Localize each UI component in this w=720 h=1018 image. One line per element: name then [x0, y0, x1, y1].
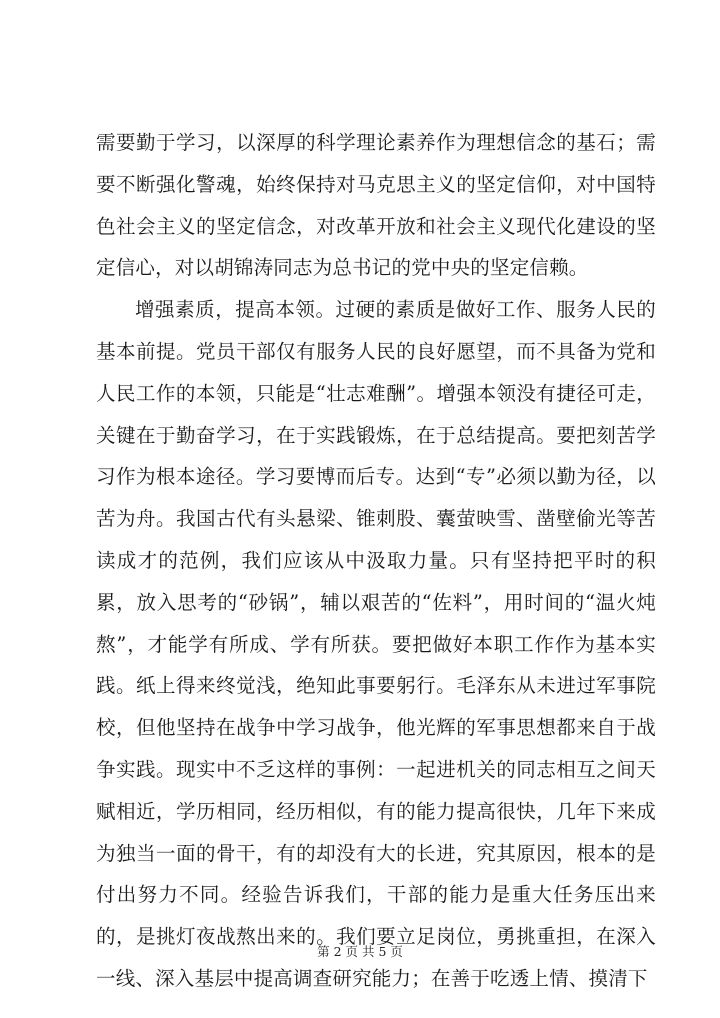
document-body — [96, 122, 656, 1000]
page-number-footer: 第 2 页 共 5 页 — [317, 944, 403, 959]
paragraph-1: 需要勤于学习，以深厚的科学理论素养作为理想信念的基石；需要不断强化警魂，始终保持对马克思主义的坚定信仰，对中国特色社会主义的坚定信念，对改革开放和社会主义现代化建设的坚定信心，对以胡锦涛同志为总书记的党中央的坚定信赖。 — [96, 131, 656, 280]
paragraph-2: 增强素质，提高本领。过硬的素质是做好工作、服务人民的基本前提。党员干部仅有服务人民的良好愿望，而不具备为党和人民工作的本领，只能是“壮志难酬”。增强本领没有捷径可走，关键在于勤奋学习，在于实践锻炼，在于总结提高。要把刻苦学习作为根本途径。学习要博而后专。达到“专”必须以勤为径，以苦为舟。我国古代有头悬梁、锥刺股、囊萤映雪、凿壁偷光等苦读成才的范例，我们应该从中汲取力量。只有坚持把平时的积累，放入思考的“砂锅”，辅以艰苦的“佐料”，用时间的“温火炖熬”，才能学有所成、学有所获。要把做好本职工作作为基本实践。纸上得来终觉浅，绝知此事要躬行。毛泽东从未进过军事院校，但他坚持在战争中学习战争，他光辉的军事思想都来自于战争实践。现实中不乏这样的事例：一起进机关的同志相互之间天赋相近，学历相同，经历相似，有的能力提高很快，几年下来成为独当一面的骨干，有的却没有大的长进，究其原因，根本的是付出努力不同。经验告诉我们，干部的能力是重大任务压出来的，是挑灯夜战熬出来的。我们要立足岗位，勇挑重担，在深入一线、深入基层中提高调查研究能力；在善于吃透上情、摸清下 — [96, 298, 656, 990]
